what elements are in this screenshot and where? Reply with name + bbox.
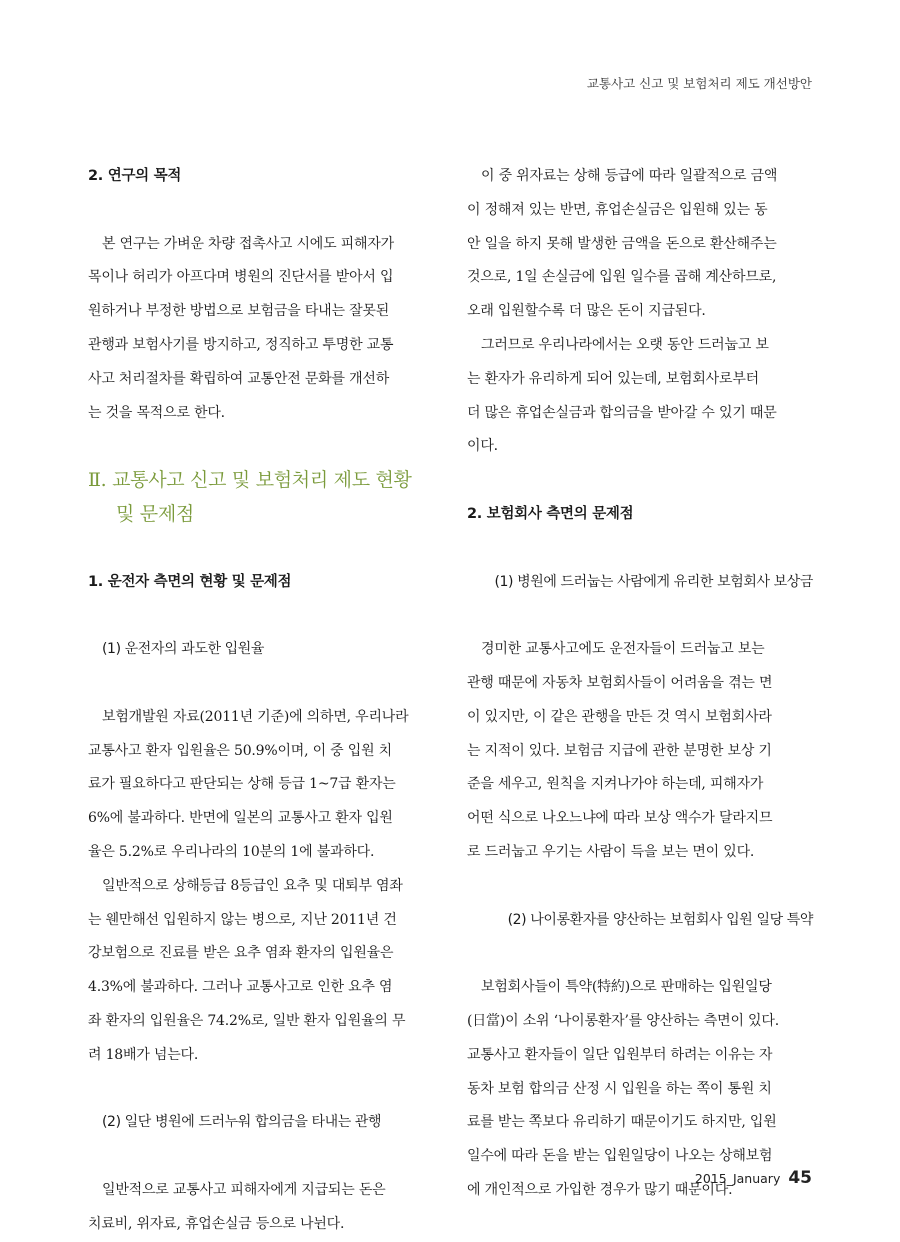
text-line: 것으로, 1일 손실금에 입원 일수를 곱해 계산하므로, (467, 269, 777, 286)
text-line: 보험개발원 자료(2011년 기준)에 의하면, 우리나라 (102, 708, 409, 725)
text-line: 는 지적이 있다. 보험금 지급에 관한 분명한 보상 기 (467, 742, 772, 759)
text-line: (日當)이 소위 ‘나이롱환자’를 양산하는 측면이 있다. (467, 1012, 779, 1029)
text-line: 이 중 위자료는 상해 등급에 따라 일괄적으로 금액 (481, 168, 778, 184)
spacer (88, 599, 434, 633)
text-line: 보험회사들이 특약(特約)으로 판매하는 입원일당 (481, 979, 772, 996)
spacer (88, 667, 434, 701)
subheading-daily-rider: (2) 나이롱환자를 양산하는 보험회사 입원 일당 특약 (507, 911, 813, 928)
page-footer (695, 1168, 812, 1188)
text-line: 이 정해져 있는 반면, 휴업손실금은 입원해 있는 동 (467, 201, 768, 218)
spacer (88, 532, 434, 566)
text-line: 그러므로 우리나라에서는 오랫 동안 드러눕고 보 (481, 336, 769, 353)
page-number: 45 (788, 1168, 812, 1188)
text-line: 이다. (467, 438, 498, 455)
text-line: 료를 받는 쪽보다 유리하기 때문이기도 하지만, 입원 (467, 1114, 777, 1131)
heading-insurer-side: 2. 보험회사 측면의 문제점 (467, 505, 634, 522)
text-line: 본 연구는 가벼운 차량 접촉사고 시에도 피해자가 (102, 235, 394, 252)
text-line: 료가 필요하다고 판단되는 상해 등급 1~7급 환자는 (88, 776, 396, 793)
subheading-excess-admission: (1) 운전자의 과도한 입원율 (102, 641, 265, 658)
issue-label: 2015_January (694, 1171, 781, 1186)
paragraph-admission-rates (88, 701, 434, 870)
spacer (467, 937, 813, 971)
text-line: 더 많은 휴업손실금과 합의금을 받아갈 수 있기 때문 (467, 404, 777, 421)
subheading-insurer-compensation: (1) 병원에 드러눕는 사람에게 유리한 보험회사 보상금 (494, 573, 813, 590)
spacer (88, 194, 434, 228)
text-line: 이 있지만, 이 같은 관행을 만든 것 역시 보험회사라 (467, 708, 772, 725)
section-heading-ii (88, 464, 434, 532)
section-heading-line: 및 문제점 (116, 502, 194, 525)
spacer (467, 599, 813, 633)
spacer (467, 532, 813, 566)
subheading-settlement-practice: (2) 일단 병원에 드러누워 합의금을 타내는 관행 (102, 1114, 382, 1131)
text-line: 에 개인적으로 가입한 경우가 많기 때문이다. (467, 1181, 733, 1198)
text-line: 목이나 허리가 아프다며 병원의 진단서를 받아서 입 (88, 269, 394, 286)
spacer (88, 1140, 434, 1174)
text-line: 4.3%에 불과하다. 그러나 교통사고로 인한 요추 염 (88, 979, 393, 996)
paragraph-insurer-responsibility (467, 633, 813, 870)
text-line: 치료비, 위자료, 휴업손실금 등으로 나뉜다. (88, 1215, 345, 1232)
text-line: 일수에 따라 돈을 받는 입원일당이 나오는 상해보험 (467, 1148, 773, 1165)
text-line: 일반적으로 상해등급 8등급인 요추 및 대퇴부 염좌 (102, 877, 403, 894)
spacer (88, 430, 434, 464)
running-header: 교통사고 신고 및 보험처리 제도 개선방안 (586, 76, 812, 91)
text-line: 는 것을 목적으로 한다. (88, 404, 225, 421)
heading-research-purpose: 2. 연구의 목적 (88, 168, 182, 184)
text-line: 일반적으로 교통사고 피해자에게 지급되는 돈은 (102, 1181, 386, 1198)
text-line: 어떤 식으로 나오느냐에 따라 보상 액수가 달라지므 (467, 810, 773, 827)
spacer (467, 870, 813, 904)
text-line: 로 드러눕고 우기는 사람이 득을 보는 면이 있다. (467, 843, 755, 860)
paragraph-purpose (88, 228, 434, 431)
text-line: 관행과 보험사기를 방지하고, 정직하고 투명한 교통 (88, 336, 394, 353)
text-line: 준을 세우고, 원칙을 지켜나가야 하는데, 피해자가 (467, 776, 764, 793)
heading-driver-side: 1. 운전자 측면의 현황 및 문제점 (88, 573, 292, 590)
text-line: 는 환자가 유리하게 되어 있는데, 보험회사로부터 (467, 370, 759, 387)
text-line: 안 일을 하지 못해 발생한 금액을 돈으로 환산해주는 (467, 235, 777, 252)
right-column (467, 160, 813, 1208)
left-column (88, 160, 434, 1242)
text-line: 좌 환자의 입원율은 74.2%로, 일반 환자 입원율의 무 (88, 1012, 406, 1029)
text-line: 는 웬만해선 입원하지 않는 병으로, 지난 2011년 건 (88, 911, 397, 928)
text-line: 려 18배가 넘는다. (88, 1046, 199, 1063)
text-line: 원하거나 부정한 방법으로 보험금을 타내는 잘못된 (88, 303, 390, 320)
text-line: 6%에 불과하다. 반면에 일본의 교통사고 환자 입원 (88, 810, 393, 827)
text-line: 경미한 교통사고에도 운전자들이 드러눕고 보는 (481, 641, 765, 658)
text-line: 동차 보험 합의금 산정 시 입원을 하는 쪽이 통원 치 (467, 1080, 772, 1097)
spacer (88, 1073, 434, 1107)
text-line: 교통사고 환자들이 일단 입원부터 하려는 이유는 자 (467, 1046, 773, 1063)
paragraph-loss-compensation (467, 160, 813, 329)
text-line: 오래 입원할수록 더 많은 돈이 지급된다. (467, 303, 706, 320)
paragraph-long-stay (467, 329, 813, 464)
paragraph-sprain-rates (88, 870, 434, 1073)
paragraph-compensation-types (88, 1174, 434, 1242)
text-line: 관행 때문에 자동차 보험회사들이 어려움을 겪는 면 (467, 674, 773, 691)
text-line: 교통사고 환자 입원율은 50.9%이며, 이 중 입원 치 (88, 742, 392, 759)
text-line: 사고 처리절차를 확립하여 교통안전 문화를 개선하 (88, 370, 390, 387)
spacer (467, 464, 813, 498)
section-heading-line: Ⅱ. 교통사고 신고 및 보험처리 제도 현황 (88, 469, 412, 492)
text-line: 강보험으로 진료를 받은 요추 염좌 환자의 입원율은 (88, 945, 394, 962)
text-line: 율은 5.2%로 우리나라의 10분의 1에 불과하다. (88, 843, 375, 860)
